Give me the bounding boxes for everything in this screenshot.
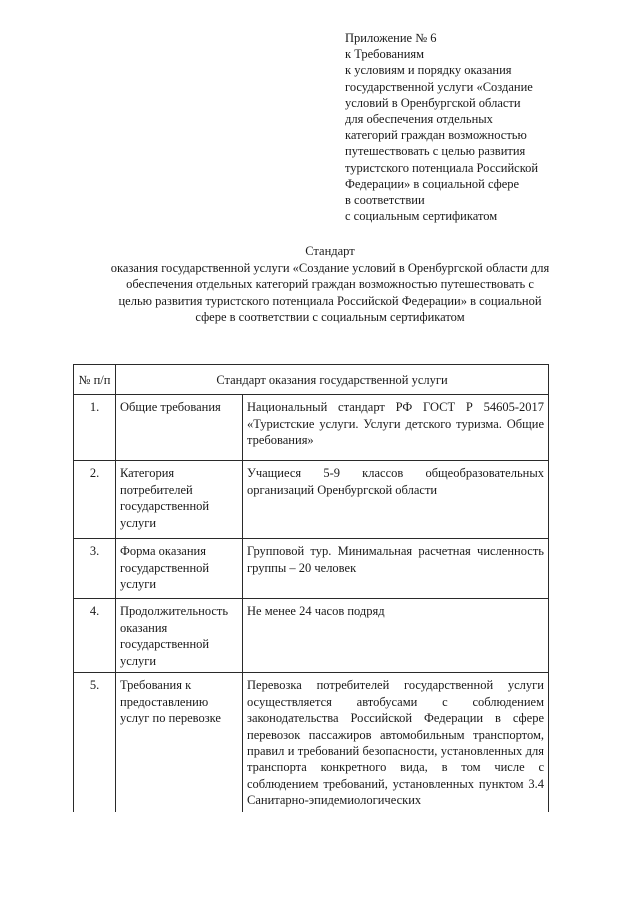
row-number: 1. (74, 395, 116, 461)
appendix-line: категорий граждан возможностью (345, 128, 527, 143)
table-row (74, 395, 549, 461)
title-line: оказания государственной услуги «Создание условий в Оренбургской области для (110, 260, 550, 275)
row-value: Групповой тур. Минимальная расчетная численность группы – 20 человек (243, 539, 549, 599)
row-number: 3. (74, 539, 116, 599)
appendix-line: Федерации» в социальной сфере (345, 176, 520, 191)
title-heading: Стандарт (305, 244, 355, 258)
appendix-line: условий в Оренбургской области (345, 95, 521, 110)
title-line: обеспечения отдельных категорий граждан возможностью путешествовать с (126, 277, 534, 291)
row-value: Учащиеся 5-9 классов общеобразовательных организаций Оренбургской области (243, 461, 549, 539)
row-name: Категория потребителей государственной услуги (116, 461, 243, 539)
table-row (74, 599, 549, 673)
row-name: Общие требования (116, 395, 243, 461)
appendix-note (345, 30, 600, 224)
row-value: Не менее 24 часов подряд (243, 599, 549, 673)
row-number: 4. (74, 599, 116, 673)
appendix-line: к Требованиям (345, 47, 425, 62)
appendix-line: в соответствии (345, 193, 425, 208)
row-value: Перевозка потребителей государственной услуги осуществляется автобусами с соблюдением законодательства Российской Федерации в сфере перевозок пассажиров автомобильным транспортом, правил и требований безопасности, установленных для транспорта конкретного вида, в том числе с соблюдением требований, установленных пунктом 3.4 Санитарно-эпидемиологических (243, 673, 549, 812)
row-number: 5. (74, 673, 116, 812)
row-name: Требования к предоставлению услуг по перевозке (116, 673, 243, 812)
row-number: 2. (74, 461, 116, 539)
appendix-line: для обеспечения отдельных (345, 112, 493, 127)
standard-table (73, 364, 549, 812)
title-line: целью развития туристского потенциала Российской Федерации» в социальной (118, 293, 542, 308)
appendix-line: с социальным сертификатом (345, 209, 498, 224)
appendix-line: туристского потенциала Российской (345, 160, 539, 175)
row-name: Продолжительность оказания государственной услуги (116, 599, 243, 673)
appendix-line: государственной услуги «Создание (345, 79, 533, 94)
appendix-line: Приложение № 6 (345, 31, 437, 45)
table-row (74, 539, 549, 599)
document-title (60, 243, 600, 326)
table-row (74, 673, 549, 812)
row-name: Форма оказания государственной услуги (116, 539, 243, 599)
table-row (74, 461, 549, 539)
appendix-line: к условиям и порядку оказания (345, 63, 512, 78)
header-title: Стандарт оказания государственной услуги (116, 365, 549, 395)
appendix-line: путешествовать с целью развития (345, 144, 526, 159)
table-header-row (74, 365, 549, 395)
title-line: сфере в соответствии с социальным сертификатом (195, 310, 465, 324)
row-value: Национальный стандарт РФ ГОСТ Р 54605-2017 «Туристские услуги. Услуги детского туризма. Общие требования» (243, 395, 549, 461)
header-num: № п/п (74, 365, 116, 395)
